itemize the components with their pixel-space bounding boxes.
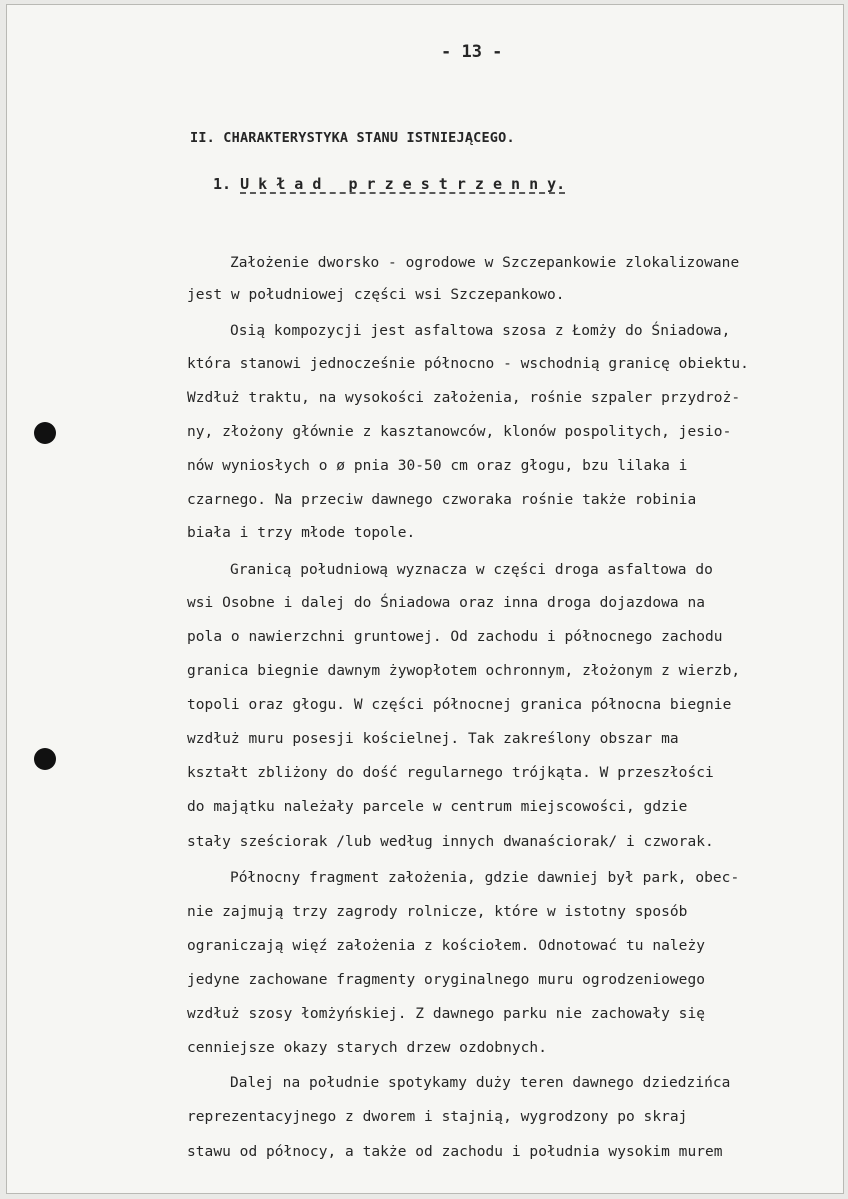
text-line: stawu od północy, a także od zachodu i południa wysokim murem: [187, 1144, 723, 1160]
text-line: Granicą południową wyznacza w części droga asfaltowa do: [230, 562, 713, 578]
text-line: cenniejsze okazy starych drzew ozdobnych.: [187, 1040, 547, 1056]
text-line: wzdłuż muru posesji kościelnej. Tak zakreślony obszar ma: [187, 731, 679, 747]
text-line: wsi Osobne i dalej do Śniadowa oraz inna droga dojazdowa na: [187, 595, 706, 611]
text-line: Dalej na południe spotykamy duży teren dawnego dziedzińca: [230, 1075, 731, 1091]
text-line: do majątku należały parcele w centrum miejscowości, gdzie: [187, 799, 688, 815]
text-line: nów wyniosłych o ø pnia 30-50 cm oraz głogu, bzu lilaka i: [187, 458, 688, 474]
text-line: jedyne zachowane fragmenty oryginalnego muru ogrodzeniowego: [187, 972, 706, 988]
punch-hole: [34, 748, 56, 770]
text-line: granica biegnie dawnym żywopłotem ochronnym, złożonym z wierzb,: [187, 663, 741, 679]
text-line: ograniczają więź założenia z kościołem. Odnotować tu należy: [187, 938, 706, 954]
text-line: stały sześciorak /lub według innych dwanaściorak/ i czworak.: [187, 834, 714, 850]
text-line: czarnego. Na przeciw dawnego czworaka rośnie także robinia: [187, 492, 697, 508]
text-line: Wzdłuż traktu, na wysokości założenia, rośnie szpaler przydroż-: [187, 390, 741, 406]
text-line: wzdłuż szosy łomżyńskiej. Z dawnego parku nie zachowały się: [187, 1006, 706, 1022]
text-line: Osią kompozycji jest asfaltowa szosa z Łomży do Śniadowa,: [230, 323, 731, 339]
text-line: pola o nawierzchni gruntowej. Od zachodu i północnego zachodu: [187, 629, 723, 645]
subsection-heading: [213, 175, 565, 193]
text-line: która stanowi jednocześnie północno - wschodnią granicę obiektu.: [187, 356, 749, 372]
text-line: jest w południowej części wsi Szczepankowo.: [187, 287, 565, 303]
text-line: nie zajmują trzy zagrody rolnicze, które w istotny sposób: [187, 904, 688, 920]
text-line: Założenie dworsko - ogrodowe w Szczepankowie zlokalizowane: [230, 255, 740, 271]
subsection-title: U k ł a d p r z e s t r z e n n y.: [240, 175, 566, 193]
text-line: kształt zbliżony do dość regularnego trójkąta. W przeszłości: [187, 765, 714, 781]
text-line: reprezentacyjnego z dworem i stajnią, wygrodzony po skraj: [187, 1109, 688, 1125]
text-line: topoli oraz głogu. W części północnej granica północna biegnie: [187, 697, 732, 713]
text-line: biała i trzy młode topole.: [187, 525, 416, 541]
text-line: ny, złożony głównie z kasztanowców, klonów pospolitych, jesio-: [187, 424, 732, 440]
page-number: - 13 -: [441, 42, 503, 62]
section-heading: II. CHARAKTERYSTYKA STANU ISTNIEJĄCEGO.: [190, 130, 515, 146]
punch-hole: [34, 422, 56, 444]
subsection-number: 1.: [213, 175, 232, 193]
text-line: Północny fragment założenia, gdzie dawniej był park, obec-: [230, 870, 740, 886]
